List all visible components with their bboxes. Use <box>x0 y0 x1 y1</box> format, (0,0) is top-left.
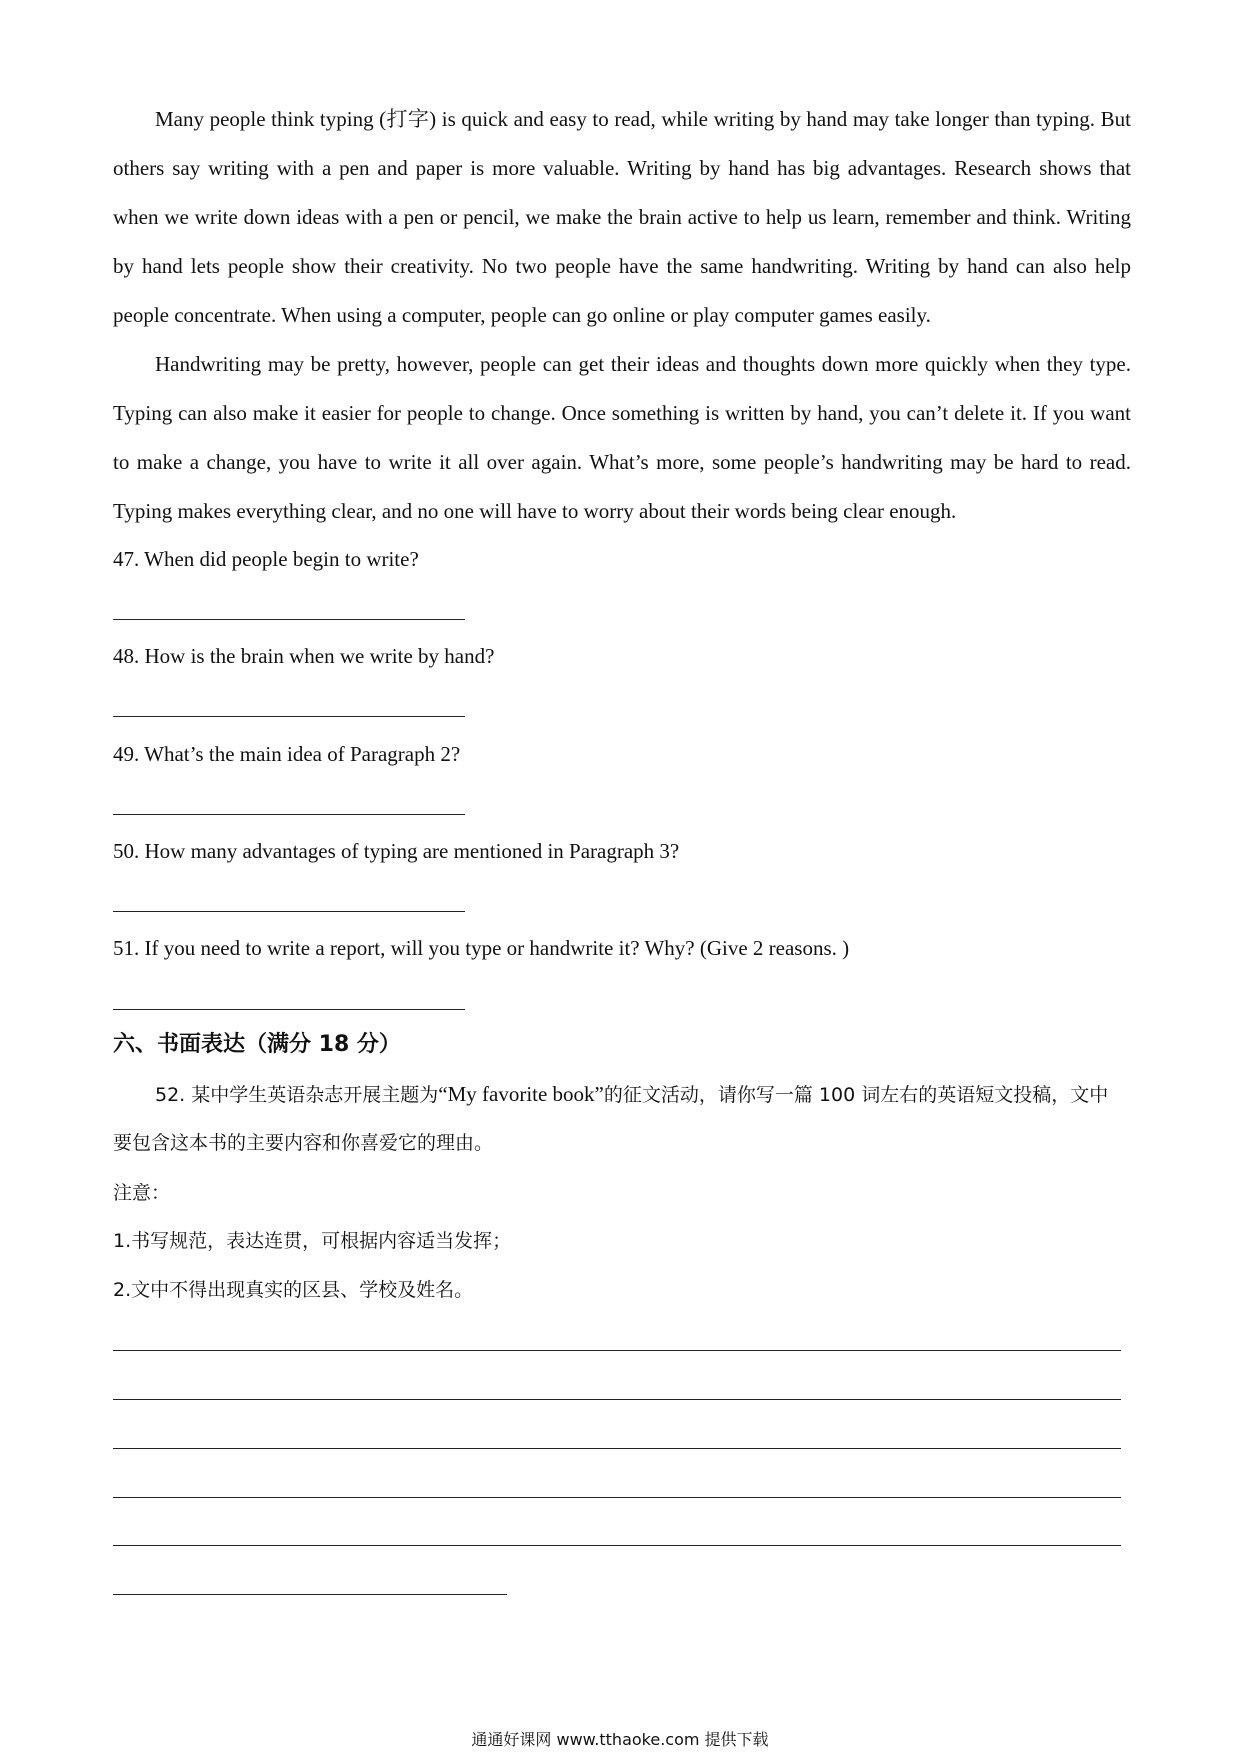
question-47: 47. When did people begin to write? <box>113 547 419 571</box>
answer-line-47[interactable] <box>113 619 465 620</box>
writing-line-1[interactable] <box>113 1350 1121 1351</box>
task-topic: “My favorite book” <box>438 1082 604 1106</box>
task-text-part1: 某中学生英语杂志开展主题为 <box>185 1084 439 1106</box>
question-49: 49. What’s the main idea of Paragraph 2? <box>113 742 461 766</box>
answer-line-51[interactable] <box>113 1009 465 1010</box>
answer-line-48[interactable] <box>113 716 465 717</box>
question-48: 48. How is the brain when we write by hand? <box>113 644 495 668</box>
note-1: 1.书写规范，表达连贯，可根据内容适当发挥； <box>113 1230 512 1252</box>
notes-label: 注意： <box>113 1182 171 1204</box>
page-footer: 通通好课网 www.tthaoke.com 提供下载 <box>471 1730 769 1749</box>
writing-task-prompt <box>113 1070 1123 1167</box>
reading-paragraph-3: Handwriting may be pretty, however, people can get their ideas and thoughts down more quickly when they type. Typing can also make it easier for people to change. Once something is written by hand, you can’t delete it. If you want to make a change, you have to write it all over again. What’s more, some people’s handwriting may be hard to read. Typing makes everything clear, and no one will have to worry about their words being clear enough. <box>113 352 1131 523</box>
note-2: 2.文中不得出现真实的区县、学校及姓名。 <box>113 1279 474 1301</box>
task-text-part2: 的征文活动，请你写一篇 100 词左右的英语短文投稿，文中要包含这本书的主要内容和你喜爱它的理由。 <box>113 1084 1109 1154</box>
writing-line-5[interactable] <box>113 1545 1121 1546</box>
question-51: 51. If you need to write a report, will you type or handwrite it? Why? (Give 2 reasons. ) <box>113 936 850 960</box>
answer-line-50[interactable] <box>113 911 465 912</box>
task-number: 52. <box>155 1084 186 1106</box>
section-title-writing: 六、书面表达（满分 18 分） <box>113 1032 401 1057</box>
writing-line-4[interactable] <box>113 1497 1121 1498</box>
answer-line-49[interactable] <box>113 814 465 815</box>
writing-line-6[interactable] <box>113 1594 507 1595</box>
writing-line-3[interactable] <box>113 1448 1121 1449</box>
reading-paragraph-2: Many people think typing (打字) is quick and easy to read, while writing by hand may take longer than typing. But others say writing with a pen and paper is more valuable. Writing by hand has big advantages. Research shows that when we write down ideas with a pen or pencil, we make the brain active to help us learn, remember and think. Writing by hand lets people show their creativity. No two people have the same handwriting. Writing by hand can also help people concentrate. When using a computer, people can go online or play computer games easily. <box>113 107 1131 327</box>
writing-line-2[interactable] <box>113 1399 1121 1400</box>
question-50: 50. How many advantages of typing are mentioned in Paragraph 3? <box>113 839 680 863</box>
